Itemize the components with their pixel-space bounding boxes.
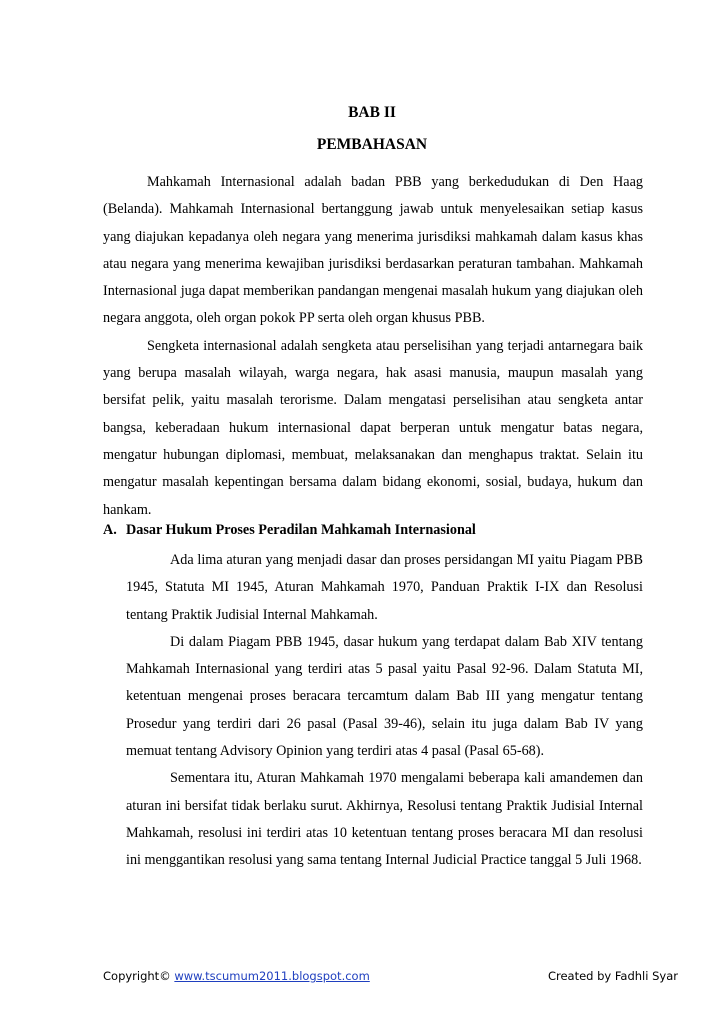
section-a-body <box>126 547 643 875</box>
page-footer <box>103 969 678 983</box>
footer-credit: Created by Fadhli Syar <box>547 969 678 983</box>
section-a-letter: A. <box>103 522 117 538</box>
section-a-paragraph-1: Ada lima aturan yang menjadi dasar dan proses persidangan MI yaitu Piagam PBB 1945, Statuta MI 1945, Aturan Mahkamah 1970, Panduan Praktik I-IX dan Resolusi tentang Praktik Judisial Internal Mahkamah. <box>126 552 643 623</box>
footer-copyright: Copyright© <box>103 969 175 983</box>
intro-paragraph-1: Mahkamah Internasional adalah badan PBB yang berkedudukan di Den Haag (Belanda). Mahkamah Internasional bertanggung jawab untuk menyelesaikan setiap kasus yang diajukan kepadanya oleh negara yang menerima jurisdiksi mahkamah dalam kasus khas atau negara yang menerima kewajiban jurisdiksi berdasarkan peraturan tambahan. Mahkamah Internasional juga dapat memberikan pandangan mengenai masalah hukum yang diajukan oleh negara anggota, oleh organ pokok PP serta oleh organ khusus PBB. <box>103 174 643 327</box>
section-a-heading <box>103 522 476 539</box>
section-a-paragraph-3: Sementara itu, Aturan Mahkamah 1970 mengalami beberapa kali amandemen dan aturan ini bersifat tidak berlaku surut. Akhirnya, Resolusi tentang Praktik Judisial Internal Mahkamah, resolusi ini terdiri atas 10 ketentuan tentang proses beracara MI dan resolusi ini menggantikan resolusi yang sama tentang Internal Judicial Practice tanggal 5 Juli 1968. <box>126 770 643 869</box>
chapter-title: PEMBAHASAN <box>316 136 428 153</box>
chapter-number: BAB II <box>348 104 396 121</box>
section-a-paragraph-2: Di dalam Piagam PBB 1945, dasar hukum yang terdapat dalam Bab XIV tentang Mahkamah Internasional yang terdiri atas 5 pasal yaitu Pasal 92-96. Dalam Statuta MI, ketentuan mengenai proses beracara tercamtum dalam Bab III yang mengatur tentang Prosedur yang terdiri dari 26 pasal (Pasal 39-46), selain itu juga dalam Bab IV yang memuat tentang Advisory Opinion yang terdiri atas 4 pasal (Pasal 65-68). <box>126 633 643 760</box>
intro-paragraph-2: Sengketa internasional adalah sengketa atau perselisihan yang terjadi antarnegara baik yang berupa masalah wilayah, warga negara, hak asasi manusia, maupun masalah yang bersifat pelik, yaitu masalah terorisme. Dalam mengatasi perselisihan atau sengketa antar bangsa, keberadaan hukum internasional dapat berperan untuk mengatur batas negara, mengatur hubungan diplomasi, membuat, melaksanakan dan menghapus traktat. Selain itu mengatur masalah kepentingan bersama dalam bidang ekonomi, sosial, budaya, hukum dan hankam. <box>103 337 643 518</box>
footer-blog-link[interactable]: www.tscumum2011.blogspot.com <box>174 969 370 983</box>
section-a-title: Dasar Hukum Proses Peradilan Mahkamah Internasional <box>126 522 476 538</box>
intro-body <box>103 169 643 524</box>
